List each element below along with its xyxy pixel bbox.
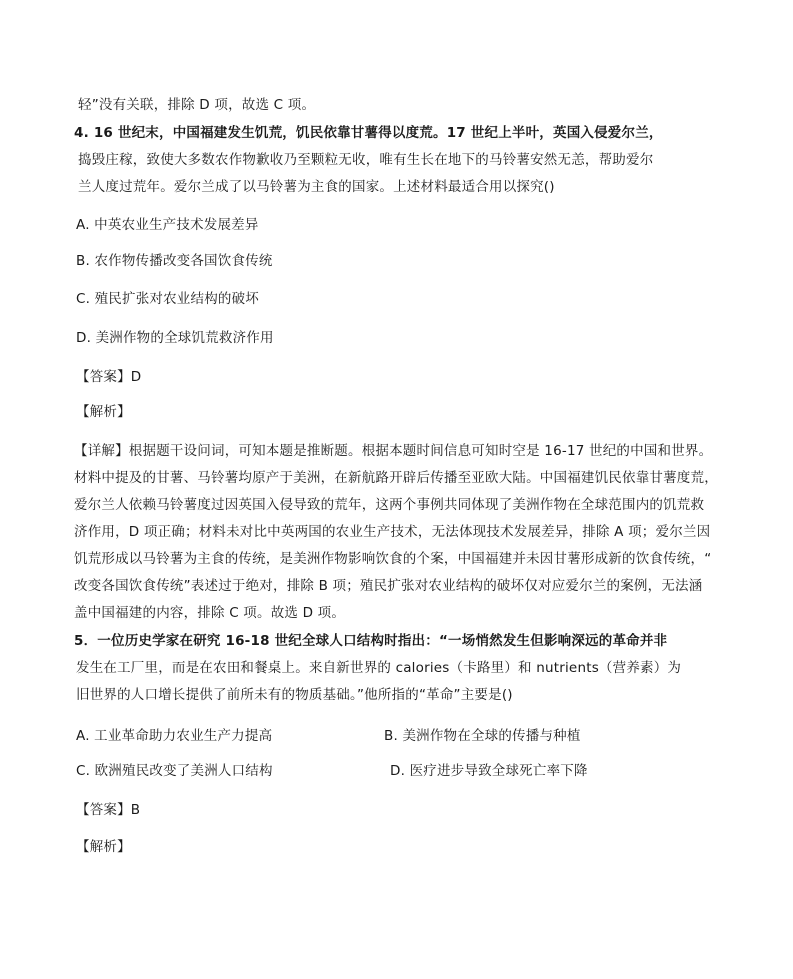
q4-stem-line-3: 兰人度过荒年。爱尔兰成了以马铃薯为主食的国家。上述材料最适合用以探究()	[78, 179, 555, 195]
q5-answer: 【答案】B	[76, 802, 141, 818]
q4-detail-line-7: 盖中国福建的内容，排除 C 项。故选 D 项。	[74, 605, 346, 621]
q5-stem-line-1: 5．一位历史学家在研究 16-18 世纪全球人口结构时指出：“一场悄然发生但影响深远的革命并非	[74, 633, 668, 649]
q4-detail-line-4: 济作用，D 项正确；材料未对比中英两国的农业生产技术，无法体现技术发展差异，排除 A 项；爱尔兰因	[74, 524, 711, 540]
q4-detail-line-6: 改变各国饮食传统”表述过于绝对，排除 B 项；殖民扩张对农业结构的破坏仅对应爱尔兰的案例，无法涵	[74, 578, 703, 594]
q4-answer: 【答案】D	[76, 369, 142, 385]
q4-option-d: D. 美洲作物的全球饥荒救济作用	[76, 330, 274, 346]
q4-detail-line-5: 饥荒形成以马铃薯为主食的传统，是美洲作物影响饮食的个案，中国福建并未因甘薯形成新的饮食传统，“	[74, 551, 712, 567]
q4-option-b: B. 农作物传播改变各国饮食传统	[76, 253, 273, 269]
q4-analysis-title: 【解析】	[76, 404, 131, 420]
q4-stem-line-2: 捣毁庄稼，致使大多数农作物歉收乃至颗粒无收，唯有生长在地下的马铃薯安然无恙，帮助爱尔	[78, 152, 654, 168]
q4-detail-line-2: 材料中提及的甘薯、马铃薯均原产于美洲，在新航路开辟后传播至亚欧大陆。中国福建饥民依靠甘薯度荒，	[74, 470, 718, 486]
previous-answer-tail: 轻”没有关联，排除 D 项，故选 C 项。	[78, 97, 316, 113]
q4-detail-line-3: 爱尔兰人依赖马铃薯度过因英国入侵导致的荒年，这两个事例共同体现了美洲作物在全球范围内的饥荒救	[74, 497, 705, 513]
q5-stem-line-3: 旧世界的人口增长提供了前所未有的物质基础。”他所指的“革命”主要是()	[76, 687, 513, 703]
q5-analysis-title: 【解析】	[76, 839, 131, 855]
q4-option-c: C. 殖民扩张对农业结构的破坏	[76, 291, 260, 307]
q4-option-a: A. 中英农业生产技术发展差异	[76, 217, 259, 233]
q5-option-d: D. 医疗进步导致全球死亡率下降	[390, 763, 588, 779]
q4-detail-line-1: 【详解】根据题干设问词，可知本题是推断题。根据本题时间信息可知时空是 16-17 世纪的中国和世界。	[74, 443, 713, 459]
q5-option-b: B. 美洲作物在全球的传播与种植	[384, 728, 581, 744]
q5-option-c: C. 欧洲殖民改变了美洲人口结构	[76, 763, 273, 779]
q5-option-a: A. 工业革命助力农业生产力提高	[76, 728, 273, 744]
q4-stem-line-1: 4. 16 世纪末，中国福建发生饥荒，饥民依靠甘薯得以度荒。17 世纪上半叶，英国入侵爱尔兰，	[74, 125, 663, 141]
q5-stem-line-2: 发生在工厂里，而是在农田和餐桌上。来自新世界的 calories（卡路里）和 nutrients（营养素）为	[76, 660, 682, 676]
